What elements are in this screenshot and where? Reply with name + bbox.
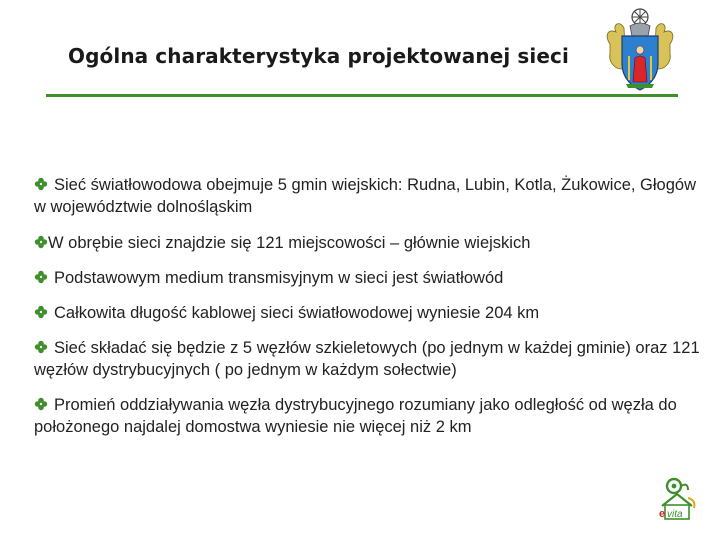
evita-logo — [654, 476, 700, 522]
bullet-text: W obrębie sieci znajdzie się 121 miejscowości – głównie wiejskich — [48, 234, 531, 252]
diamond-clover-bullet-icon — [34, 235, 48, 249]
bullet-list — [34, 174, 706, 438]
diamond-clover-bullet-icon — [34, 270, 48, 284]
diamond-clover-bullet-icon — [34, 177, 48, 191]
bullet-item — [34, 267, 706, 289]
diamond-clover-bullet-icon — [34, 340, 48, 354]
bullet-text: Sieć składać się będzie z 5 węzłów szkieletowych (po jednym w każdej gminie) oraz 121 węzłów dystrybucyjnych ( po jednym w każdym sołectwie) — [34, 339, 700, 379]
bullet-text: Całkowita długość kablowej sieci światłowodowej wyniesie 204 km — [54, 304, 540, 322]
bullet-item — [34, 394, 706, 438]
diamond-clover-bullet-icon — [34, 305, 48, 319]
bullet-item — [34, 337, 706, 381]
bullet-text: Promień oddziaływania węzła dystrybucyjnego rozumiany jako odległość od węzła do położonego najdalej domostwa wyniesie nie więcej niż 2 km — [34, 396, 677, 436]
bullet-item — [34, 302, 706, 324]
bullet-text: Podstawowym medium transmisyjnym w sieci jest światłowód — [54, 269, 504, 287]
bullet-item — [34, 174, 706, 218]
bullet-item — [34, 232, 706, 254]
title-divider — [46, 94, 678, 97]
coat-of-arms-icon — [602, 6, 678, 92]
bullet-text: Sieć światłowodowa obejmuje 5 gmin wiejskich: Rudna, Lubin, Kotla, Żukowice, Głogów w województwie dolnośląskim — [34, 176, 696, 216]
slide-title: Ogólna charakterystyka projektowanej sieci — [68, 44, 569, 68]
diamond-clover-bullet-icon — [34, 397, 48, 411]
evita-logo-text: vita — [667, 509, 683, 520]
svg-text:e: e — [659, 508, 666, 520]
